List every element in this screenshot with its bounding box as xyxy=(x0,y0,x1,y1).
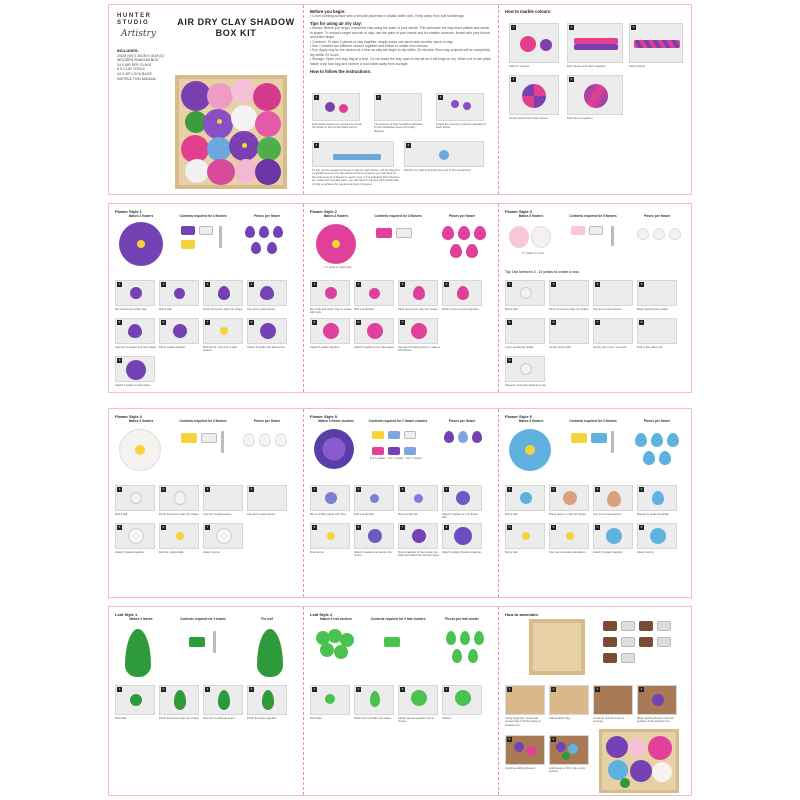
step-photo: 3 xyxy=(398,485,438,511)
step-photo: 7 xyxy=(593,523,633,549)
step-photo: 3 xyxy=(203,485,243,511)
step-caption: Gently fold in half. xyxy=(549,345,572,349)
clay-bag xyxy=(591,433,607,443)
clay-bag xyxy=(201,433,217,443)
step-photo: 5 xyxy=(404,141,484,167)
step-photo: 1 xyxy=(505,280,545,306)
step-photo: 1 xyxy=(509,23,559,63)
brand-name: HUNTER STUDIO xyxy=(117,13,152,26)
includes-list xyxy=(117,49,173,81)
step-caption: Gently roll in from one end. xyxy=(593,345,627,349)
step-photo: 1 xyxy=(505,485,545,511)
step-caption: Use tool to add texture. xyxy=(247,307,276,311)
clay-bag xyxy=(372,447,384,455)
pieces-note: 2 x white 2 x pink xyxy=(522,251,544,255)
flower-style-5-panel xyxy=(304,409,498,597)
step-caption: Attach pieces together into a cluster. xyxy=(398,716,434,724)
step-photo: 5 xyxy=(505,318,545,344)
finished-shadow-box xyxy=(599,729,679,793)
leaf-style-1-panel xyxy=(109,607,303,795)
step-photo: 3 xyxy=(398,280,438,306)
petal xyxy=(466,244,478,258)
marble-heading: How to marble colours: xyxy=(505,9,552,14)
petal xyxy=(259,433,271,447)
step-caption: Use tool to add texture. xyxy=(593,307,622,311)
step-photo: 1 xyxy=(310,485,350,511)
step-photo: 1 xyxy=(115,485,155,511)
flower-style-6-panel xyxy=(499,409,693,597)
step-caption: Roll a small ball. xyxy=(354,512,375,516)
step-caption: Use tool to add texture. xyxy=(203,512,232,516)
petal xyxy=(643,451,655,465)
makes-label: Makes 3 leaf clusters xyxy=(320,617,352,621)
includes-item: 20CM (W) X 20CM X 4CM (D) WOODEN SHADOW BOX xyxy=(117,53,165,63)
pieces-label: Pieces per flower xyxy=(448,419,476,423)
clay-bag xyxy=(404,431,416,439)
clay-bag xyxy=(603,637,617,647)
step-caption: To find out the required amount of clay for each flower, roll the clay into a cylinder and cut into the correct amount of pieces you will need for the total amount of flowers in section (eg. if it is indicated that 2 flowers are made with 3 petals each, you will need to cut and roll 6 small balls of clay to achieve the required amount of pieces. xyxy=(312,168,400,186)
contents-label: Contents required for 3 flowers xyxy=(179,214,227,218)
step-photo: 2 xyxy=(549,485,589,511)
petal xyxy=(653,228,665,240)
step-caption: Roll a ball. xyxy=(505,307,519,311)
step-photo: 6 xyxy=(549,735,589,765)
petal xyxy=(468,649,478,663)
clay-bag xyxy=(396,228,412,238)
petal xyxy=(450,244,462,258)
step-caption: The amount of clay needed is indicated by the shadowed area of the bag diagram. xyxy=(374,122,423,133)
step-photo: 4 xyxy=(247,685,287,715)
clay-bag xyxy=(657,621,671,631)
step-photo: 2 xyxy=(159,280,199,306)
step-photo: 5 xyxy=(310,318,350,344)
step-caption: Attach centre. xyxy=(203,550,221,554)
step-caption: Roll centre. xyxy=(310,550,325,554)
step-photo: 2 xyxy=(549,685,589,715)
clay-bag xyxy=(404,447,416,455)
leaf-shape xyxy=(125,629,151,677)
step-caption: Continue adding flowers. xyxy=(505,766,536,770)
step-photo: 1 xyxy=(310,685,350,715)
kit-title: AIR DRY CLAY SHADOW BOX KIT xyxy=(177,17,295,38)
step-photo: 5 xyxy=(115,318,155,344)
step-caption: Attach 5 petals and add centre. xyxy=(247,345,286,349)
tips-panel xyxy=(304,5,498,194)
step-caption: Note what colours are required to create the flower in the top left hand corner. xyxy=(312,122,362,130)
step-caption: Follow the amount of pieces indicated of each flower. xyxy=(436,122,486,130)
clay-bag xyxy=(621,637,635,647)
step-caption: Use tool to create indentation. xyxy=(549,550,587,554)
step-photo: 3 xyxy=(436,93,484,121)
makes-label: Makes 3 leaves xyxy=(129,617,153,621)
step-photo: 7 xyxy=(203,523,243,549)
step-photo: 8 xyxy=(637,318,677,344)
petal xyxy=(637,228,649,240)
petal xyxy=(667,433,679,447)
flower-style-3-panel xyxy=(499,204,693,392)
leaf-shape xyxy=(257,629,283,677)
style-title: Leaf Style 1 xyxy=(115,612,138,617)
step-photo: 6 xyxy=(549,318,589,344)
petal xyxy=(243,433,255,447)
flower-centre xyxy=(332,240,340,248)
step-caption: Gently stretch and twist colours. xyxy=(509,116,549,120)
step-photo: 9 xyxy=(115,356,155,382)
makes-label: Makes 3 flowers xyxy=(323,214,349,218)
contents-label: Contents required for 1 flower clusters xyxy=(368,419,428,423)
step-photo: 6 xyxy=(159,318,199,344)
step-caption: Use tool to add texture. xyxy=(593,512,622,516)
style-title: Flower Style 6 xyxy=(505,414,532,419)
petal xyxy=(635,433,647,447)
clay-bag xyxy=(621,621,635,631)
step-photo: 8 xyxy=(442,523,482,549)
step-photo: 7 xyxy=(593,318,633,344)
pieces-label: Per leaf xyxy=(261,617,273,621)
clay-bag xyxy=(603,653,617,663)
step-photo: 4 xyxy=(312,141,394,167)
empty-shadow-box xyxy=(529,619,585,675)
step-photo: 3 xyxy=(593,485,633,511)
step-caption: Use tool to shape and fold edges. xyxy=(115,345,157,349)
includes-item: 24 X AIR DRY CLAYS xyxy=(117,62,152,67)
step-caption: Squeeze and pull petals from top. xyxy=(505,383,547,387)
step-photo: 5 xyxy=(505,735,545,765)
step-photo: 2 xyxy=(374,93,422,121)
leaf-ball xyxy=(320,643,334,657)
clay-bag xyxy=(657,637,671,647)
step-caption: Pinch centre of petal together. xyxy=(442,307,480,311)
tip-item: • Mix: Combine two different colours together and knead to create new colours. xyxy=(310,44,429,49)
clay-tool xyxy=(213,631,216,653)
style-title: Flower Style 5 xyxy=(310,414,337,419)
cluster-note: For 1 cluster xyxy=(388,456,404,460)
step-caption: Begin placing flowers into the surface of the shadow box. xyxy=(637,716,674,724)
step-photo: 7 xyxy=(398,523,438,549)
petal xyxy=(458,431,468,443)
step-photo: 1 xyxy=(312,93,360,121)
petal xyxy=(267,242,277,254)
marble-panel xyxy=(499,5,693,194)
step-photo: 3 xyxy=(398,685,438,715)
shadow-box-photo xyxy=(175,75,287,189)
step-caption: Use the remaining pink to make a third flower. xyxy=(398,345,440,353)
contents-label: Contents required for 3 flowers xyxy=(569,419,617,423)
contents-label: Contents required for 3 flowers xyxy=(179,419,227,423)
flower-centre xyxy=(135,445,145,455)
step-photo: 3 xyxy=(593,280,633,306)
step-caption: Pinch and press clay into shape. xyxy=(203,307,244,311)
style-title: Flower Style 4 xyxy=(115,414,142,419)
step-photo: 7 xyxy=(203,318,243,344)
before-heading: Before you begin: xyxy=(310,9,346,14)
clay-bag xyxy=(571,433,587,443)
clay-tool xyxy=(611,431,614,453)
clay-bag xyxy=(603,621,617,631)
includes-item: 24 X ZIP LOCK BAGS xyxy=(117,71,152,76)
petal xyxy=(651,433,663,447)
makes-label: Makes 3 flower clusters xyxy=(318,419,354,423)
step-photo: 4 xyxy=(247,485,287,511)
step-caption: Roll a ball. xyxy=(505,550,519,554)
clay-bag xyxy=(376,228,392,238)
pieces-note: 1 x petal 2 x light pink xyxy=(324,265,352,269)
makes-label: Makes 5 flowers xyxy=(518,214,544,218)
step-photo: 4 xyxy=(442,280,482,306)
flower-centre xyxy=(525,445,535,455)
step-caption: Attach 4 petals for one flower ball. xyxy=(442,512,479,520)
step-caption: Roll colours and place together. xyxy=(567,64,607,68)
step-photo: 4 xyxy=(637,685,677,715)
petal xyxy=(245,226,255,238)
step-photo: 6 xyxy=(354,318,394,344)
step-photo: 4 xyxy=(442,685,482,715)
petal xyxy=(275,433,287,447)
step-caption: Twist colours. xyxy=(629,64,646,68)
pieces-label: Pieces per flower xyxy=(253,419,281,423)
before-text: • Cover working surface with a smooth placemat or plastic table cloth. Keep away from soft furnishings. xyxy=(310,14,465,18)
cluster-note: For 1 cluster xyxy=(370,456,386,460)
step-photo: 2 xyxy=(159,685,199,715)
style-title: Flower Style 1 xyxy=(115,209,142,214)
instruction-sheet-leaves-assembly xyxy=(108,606,692,796)
step-photo: 1 xyxy=(505,685,545,715)
petal xyxy=(442,226,454,240)
clay-bag xyxy=(621,653,635,663)
step-caption: Attach 5 petals together. xyxy=(115,550,146,554)
clay-bag xyxy=(181,226,195,235)
step-caption: Use tool to add texture. xyxy=(247,512,276,516)
clay-bag xyxy=(388,431,400,439)
petal xyxy=(446,631,456,645)
step-photo: 9 xyxy=(505,356,545,382)
petal xyxy=(251,242,261,254)
step-caption: Attach 5 petals to base layer. xyxy=(115,383,151,387)
cluster-note: For 1 cluster xyxy=(406,456,422,460)
tip-item: • Storage: Open one clay bag at a time. Do not leave the clay open to the air as it will begin to dry. When not in use place inside a zip lock bag and store in a cool place away from sunlight. xyxy=(310,57,492,66)
step-caption: Roll centre. Use tool to add texture. xyxy=(203,345,237,353)
step-photo: 6 xyxy=(159,523,199,549)
step-photo: 5 xyxy=(505,523,545,549)
clay-bag xyxy=(199,226,213,235)
step-caption: Using fingertips, press and spread clay to fill the base of shadow box. xyxy=(505,716,541,727)
petal xyxy=(474,226,486,240)
step-caption: Cluster xyxy=(442,716,451,720)
step-photo: 3 xyxy=(203,685,243,715)
petal xyxy=(458,226,470,240)
step-caption: Press down on ball with finger. xyxy=(549,512,587,516)
step-photo: 2 xyxy=(354,280,394,306)
step-photo: 3 xyxy=(629,23,683,63)
step-caption: Select 2 colours. xyxy=(509,64,530,68)
flower-centre xyxy=(137,240,145,248)
clay-tool xyxy=(221,431,224,453)
clay-bag xyxy=(189,637,205,647)
flower-cluster xyxy=(314,429,354,469)
step-photo: 6 xyxy=(354,523,394,549)
rose-tip: Tip: Use between 3 - 10 petals to create a rose. xyxy=(505,270,581,274)
contents-label: Contents required for 3 leaf clusters xyxy=(370,617,426,621)
tip-item: • Knead: Before you begin, knead the clay using the palm of your hands. This will make the clay more pliable and easier to shape. To knead a larger amount of clay, use the palm of your hands and for smaller amounts, knead with your thumb and index finger. xyxy=(310,26,490,40)
step-caption: Pinch and roll balls into shape. xyxy=(354,716,392,720)
clay-bag xyxy=(589,226,603,235)
step-photo: 2 xyxy=(549,280,589,306)
follow-heading: How to follow the instructions: xyxy=(310,69,372,75)
step-photo: 2 xyxy=(159,485,199,511)
clay-bag xyxy=(639,621,653,631)
rose-pink xyxy=(509,226,529,248)
step-caption: Add leaves to fill in the empty spaces. xyxy=(549,766,586,774)
petal xyxy=(669,228,681,240)
contents-label: Contents required for 3 flowers xyxy=(374,214,422,218)
step-caption: Mix 'pink and white' clay to create light pink. xyxy=(310,307,352,315)
petal xyxy=(452,649,462,663)
style-title: Leaf Style 2 xyxy=(310,612,333,617)
makes-label: Makes 3 flowers xyxy=(128,214,154,218)
clay-bag xyxy=(181,240,195,249)
step-caption: Roll remainder of the purple into balls and follow the second steps. xyxy=(398,550,440,558)
step-caption: Roll a ball. xyxy=(505,512,519,516)
step-photo: 4 xyxy=(637,280,677,306)
instruction-sheet-flowers-4-6 xyxy=(108,408,692,598)
step-photo: 2 xyxy=(354,485,394,511)
flower-style-4-panel xyxy=(109,409,303,597)
step-caption: Pinch petals together. xyxy=(159,345,186,349)
petal xyxy=(444,431,454,443)
clay-tool xyxy=(219,226,222,248)
step-caption: Roll a small ball. xyxy=(354,307,375,311)
flower-style-1-panel xyxy=(109,204,303,392)
step-photo: 5 xyxy=(310,523,350,549)
step-caption: Roll a small ball. xyxy=(398,512,419,516)
tip-item: • Dry: Apply clay to one section at a time as clay will begin to dry within 30 minutes. Most clay projects will be completely dry within 24 hours. xyxy=(310,48,491,57)
tip-item: • Combine: To stick 2 pieces of clay together, simply press one piece onto another piece of clay. xyxy=(310,39,454,44)
step-photo: 7 xyxy=(398,318,438,344)
includes-item: INSTRUCTION MANUAL xyxy=(117,76,157,81)
contents-label: Contents required for 3 leaves xyxy=(180,617,226,621)
clay-bag xyxy=(181,433,197,443)
clay-bag xyxy=(384,637,400,647)
step-caption: Roll balls. xyxy=(115,716,128,720)
step-caption: Layer remaining petals. xyxy=(505,345,535,349)
instruction-sheet-flowers-1-3 xyxy=(108,203,692,393)
style-title: Flower Style 2 xyxy=(310,209,337,214)
tips-heading: Tips for using air dry clay: xyxy=(310,21,363,27)
step-caption: Attach multiple flowers together. xyxy=(442,550,482,554)
step-photo: 2 xyxy=(354,685,394,715)
style-title: Flower Style 3 xyxy=(505,209,532,214)
step-photo: 8 xyxy=(247,318,287,344)
step-caption: Mix to a little purple with blue. xyxy=(310,512,347,516)
step-photo: 5 xyxy=(115,523,155,549)
clay-bag xyxy=(571,226,585,235)
pieces-label: Pieces per flower xyxy=(643,419,671,423)
leaf-style-2-panel xyxy=(304,607,498,795)
step-caption: Attach 4 petals and secure the centre. xyxy=(354,550,392,558)
step-caption: Pinch and press clay into shape. xyxy=(398,307,439,311)
flower-style-2-panel xyxy=(304,204,498,392)
step-caption: Continue until the base is covered. xyxy=(593,716,625,724)
brand-script: Artistry xyxy=(121,29,156,39)
includes-heading: INCLUDES: xyxy=(117,48,139,53)
contents-label: Contents required for 5 flowers xyxy=(569,214,617,218)
includes-item: 8 X CLAY TOOLS xyxy=(117,67,145,72)
step-photo: 4 xyxy=(247,280,287,306)
step-photo: 3 xyxy=(203,280,243,306)
leaf-ball xyxy=(334,645,348,659)
pieces-label: Pieces per flower xyxy=(643,214,671,218)
step-caption: Pinch and press clay into shape. xyxy=(159,512,200,516)
step-caption: Roll the cut balls and follow the rest of the instructions. xyxy=(404,168,472,172)
step-photo: 4 xyxy=(442,485,482,511)
petal xyxy=(259,226,269,238)
step-photo: 4 xyxy=(637,485,677,511)
step-photo: 1 xyxy=(115,280,155,306)
step-caption: Pinch and press clay into shape. xyxy=(549,307,590,311)
step-caption: Attach 5 petals to the base layer. xyxy=(354,345,395,349)
step-photo: 3 xyxy=(593,685,633,715)
instruction-sheet-cover xyxy=(108,4,692,195)
step-caption: Pinch and press clay into shape. xyxy=(159,716,200,720)
step-photo: 6 xyxy=(549,523,589,549)
step-photo: 1 xyxy=(115,685,155,715)
step-caption: Attach centre. xyxy=(637,550,655,554)
petal xyxy=(474,631,484,645)
step-photo: 2 xyxy=(567,23,623,63)
step-caption: Add another bag. xyxy=(549,716,571,720)
assembly-panel xyxy=(499,607,693,795)
rose-white xyxy=(531,226,551,248)
petal xyxy=(273,226,283,238)
step-caption: Roll balls. xyxy=(310,716,323,720)
petal xyxy=(472,431,482,443)
step-photo: 1 xyxy=(310,280,350,306)
makes-label: Makes 3 flowers xyxy=(518,419,544,423)
pieces-label: Pieces per leaf cluster xyxy=(445,617,479,621)
cover-panel xyxy=(109,5,303,194)
step-caption: Use tool to add leaf veins. xyxy=(203,716,236,720)
petal xyxy=(460,631,470,645)
assembly-heading: How to assemble: xyxy=(505,612,540,617)
step-caption: Roll to the other end. xyxy=(637,345,663,349)
step-caption: Repeat to make all petals. xyxy=(637,512,670,516)
step-caption: Roll colours together. xyxy=(567,116,594,120)
pieces-label: Pieces per flower xyxy=(448,214,476,218)
clay-bag xyxy=(639,637,653,647)
step-caption: Mix purple and white clay. xyxy=(115,307,147,311)
makes-label: Makes 3 flowers xyxy=(128,419,154,423)
step-caption: Roll a ball. xyxy=(115,512,129,516)
step-caption: Attach 5 petals together. xyxy=(593,550,624,554)
pieces-label: Pieces per flower xyxy=(253,214,281,218)
clay-bag xyxy=(372,431,384,439)
step-caption: Attach 5 petals together. xyxy=(310,345,341,349)
step-caption: Roll a ball. xyxy=(159,307,173,311)
step-caption: Begin layering the petals. xyxy=(637,307,669,311)
step-caption: Roll the yellow balls. xyxy=(159,550,185,554)
step-photo: 5 xyxy=(567,75,623,115)
step-caption: Pinch the base together. xyxy=(247,716,278,720)
clay-bag xyxy=(388,447,400,455)
step-photo: 8 xyxy=(637,523,677,549)
petal xyxy=(659,451,671,465)
step-photo: 4 xyxy=(509,75,559,115)
clay-tool xyxy=(611,226,614,246)
